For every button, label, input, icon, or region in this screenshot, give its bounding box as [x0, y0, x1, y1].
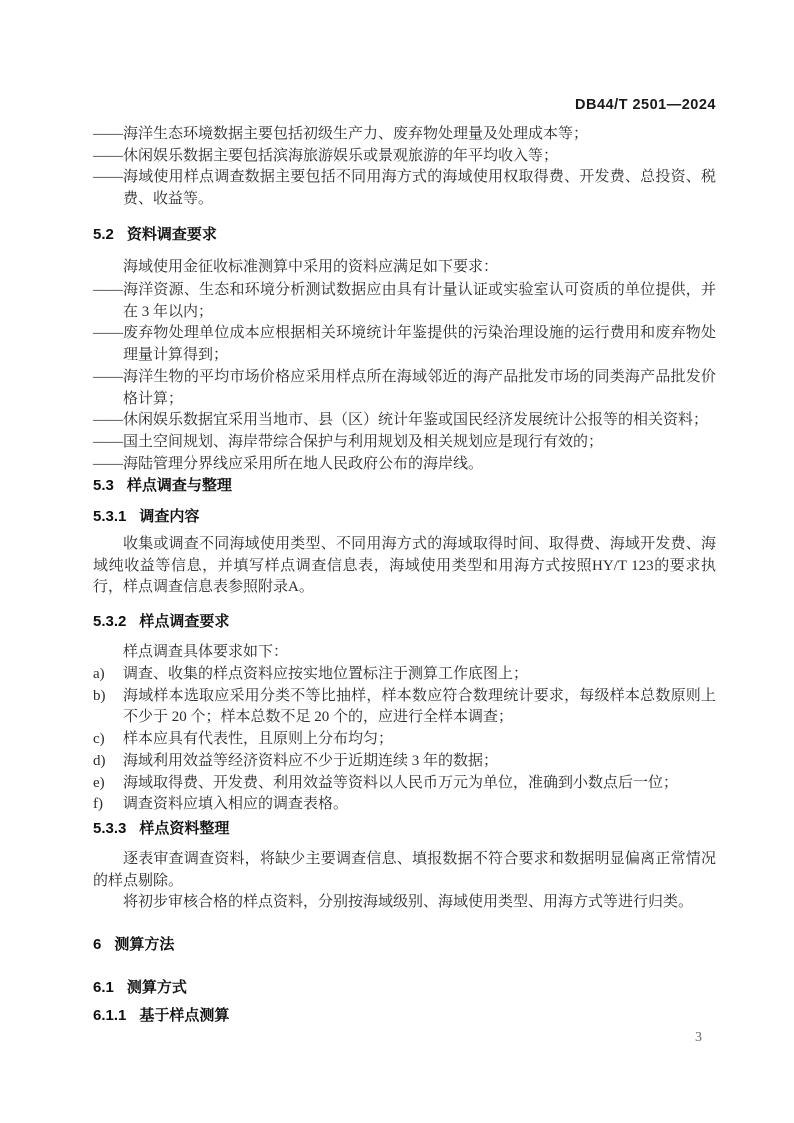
list-item-text: 海域使用样点调查数据主要包括不同用海方式的海域使用权取得费、开发费、总投资、税费、收益等。	[123, 169, 716, 208]
heading-number: 5.3.2	[93, 613, 127, 630]
list-item-text: 国土空间规划、海岸带综合保护与利用规划及相关规划应是现行有效的；	[123, 433, 604, 450]
list-item-text: 样本应具有代表性，且原则上分布均匀；	[123, 731, 394, 748]
list-item	[93, 146, 716, 168]
letter-marker: c)	[93, 731, 105, 748]
list-item	[93, 323, 716, 366]
list-item-text: 调查资料应填入相应的调查表格。	[123, 796, 349, 813]
heading-title: 调查内容	[139, 508, 200, 525]
section-heading-6-1-1	[93, 1005, 716, 1027]
heading-title: 样点调查与整理	[126, 477, 232, 494]
list-item	[93, 432, 716, 454]
dash-marker: ——	[93, 325, 123, 342]
heading-title: 测算方式	[126, 979, 187, 996]
list-item-text: 休闲娱乐数据主要包括滨海旅游娱乐或景观旅游的年平均收入等；	[123, 147, 559, 164]
list-item	[93, 367, 716, 410]
requirements-list	[93, 280, 716, 475]
list-item	[93, 167, 716, 210]
list-item	[93, 729, 716, 751]
section-heading-5-3-2	[93, 611, 716, 633]
list-item	[93, 410, 716, 432]
list-item-text: 海洋资源、生态和环境分析测试数据应由具有计量认证或实验室认可资质的单位提供，并在 3 年以内；	[123, 282, 716, 320]
list-item	[93, 751, 716, 773]
document-code: DB44/T 2501—2024	[575, 97, 716, 113]
section-5-2-intro: 海域使用金征收标准测算中采用的资料应满足如下要求：	[123, 259, 499, 275]
data-content-list	[93, 124, 716, 211]
list-item-text: 海洋生态环境数据主要包括初级生产力、废弃物处理量及处理成本等；	[123, 126, 589, 142]
dash-marker: ——	[93, 433, 123, 450]
heading-number: 5.3.3	[93, 820, 127, 837]
list-item	[93, 454, 716, 476]
list-item-text: 废弃物处理单位成本应根据相关环境统计年鉴提供的污染治理设施的运行费用和废弃物处理量计算得到；	[123, 325, 716, 364]
letter-marker: b)	[93, 687, 106, 704]
list-item-text: 休闲娱乐数据宜采用当地市、县（区）统计年鉴或国民经济发展统计公报等的相关资料；	[123, 412, 709, 429]
heading-number: 5.3.1	[93, 508, 127, 525]
list-item-text: 海域样本选取应采用分类不等比抽样，样本数应符合数理统计要求，每级样本总数原则上不少于 20 个；样本总数不足 20 个的，应进行全样本调查；	[123, 687, 716, 726]
heading-number: 6	[93, 936, 102, 953]
dash-marker: ——	[93, 169, 123, 186]
section-heading-5-3	[93, 475, 716, 497]
heading-title: 测算方法	[114, 936, 175, 953]
list-item	[93, 794, 716, 816]
section-5-3-1-paragraph: 收集或调查不同海域使用类型、不同用海方式的海域取得时间、取得费、海域开发费、海域纯收益等信息，并填写样点调查信息表，海域使用类型和用海方式按照HY/T 123的要求执行，样点调查信息表参照附录A。	[93, 536, 716, 596]
list-item-text: 海域利用效益等经济资料应不少于近期连续 3 年的数据；	[123, 752, 499, 769]
heading-number: 5.3	[93, 477, 114, 494]
list-item	[93, 686, 716, 729]
list-item	[93, 664, 716, 686]
paragraph: 逐表审查调查资料，将缺少主要调查信息、填报数据不符合要求和数据明显偏离正常情况的样点剔除。	[93, 851, 716, 889]
heading-title: 资料调查要求	[126, 226, 217, 243]
heading-title: 样点调查要求	[139, 613, 230, 630]
dash-marker: ——	[93, 455, 123, 472]
list-item-text: 调查、收集的样点资料应按实地位置标注于测算工作底图上；	[123, 666, 529, 682]
heading-title: 样点资料整理	[139, 820, 230, 837]
dash-marker: ——	[93, 147, 123, 164]
section-heading-5-3-3	[93, 818, 716, 840]
letter-marker: a)	[93, 666, 105, 682]
section-heading-5-2	[93, 224, 716, 246]
list-item-text: 海洋生物的平均市场价格应采用样点所在海域邻近的海产品批发市场的同类海产品批发价格计算；	[123, 368, 716, 407]
heading-title: 基于样点测算	[139, 1007, 230, 1024]
heading-number: 6.1	[93, 979, 114, 996]
letter-marker: f)	[93, 796, 103, 813]
dash-marker: ——	[93, 412, 123, 429]
list-item	[93, 124, 716, 146]
page-number: 3	[695, 1030, 702, 1045]
heading-number: 5.2	[93, 226, 114, 243]
section-5-3-2-intro: 样点调查具体要求如下：	[123, 644, 289, 660]
section-heading-6-1	[93, 977, 716, 999]
dash-marker: ——	[93, 126, 123, 142]
list-item	[93, 773, 716, 795]
dash-marker: ——	[93, 368, 123, 385]
list-item-text: 海陆管理分界线应采用所在地人民政府公布的海岸线。	[123, 455, 484, 472]
section-heading-6	[93, 934, 716, 956]
heading-number: 6.1.1	[93, 1007, 127, 1024]
letter-marker: e)	[93, 774, 105, 791]
section-heading-5-3-1	[93, 506, 716, 528]
dash-marker: ——	[93, 282, 123, 298]
paragraph: 将初步审核合格的样点资料，分别按海域级别、海域使用类型、用海方式等进行归类。	[123, 894, 694, 911]
list-item-text: 海域取得费、开发费、利用效益等资料以人民币万元为单位，准确到小数点后一位；	[123, 774, 679, 791]
section-5-3-3-body	[93, 849, 716, 914]
letter-marker: d)	[93, 752, 106, 769]
list-item	[93, 280, 716, 323]
survey-requirements-list	[93, 664, 716, 816]
